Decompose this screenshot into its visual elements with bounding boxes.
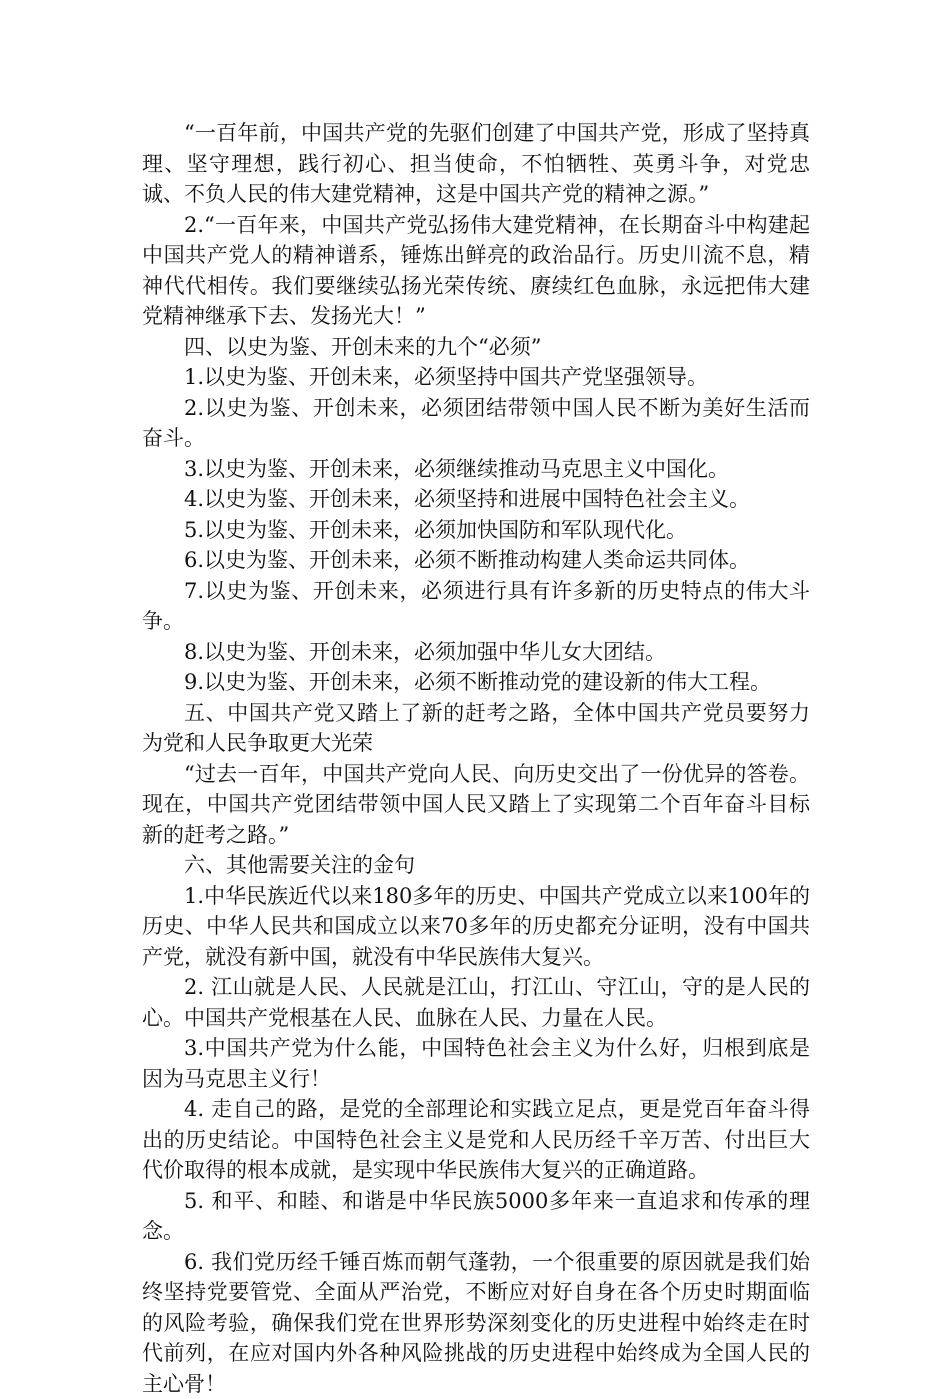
list-item: 7.以史为鉴、开创未来，必须进行具有许多新的历史特点的伟大斗争。 <box>142 576 810 637</box>
list-item: 5.以史为鉴、开创未来，必须加快国防和军队现代化。 <box>142 515 810 546</box>
list-item: 6.以史为鉴、开创未来，必须不断推动构建人类命运共同体。 <box>142 545 810 576</box>
quote-paragraph: “一百年前，中国共产党的先驱们创建了中国共产党，形成了坚持真理、坚守理想，践行初心、担当使命，不怕牺牲、英勇斗争，对党忠诚、不负人民的伟大建党精神，这是中国共产党的精神之源。” <box>142 118 810 210</box>
list-item: 9.以史为鉴、开创未来，必须不断推动党的建设新的伟大工程。 <box>142 667 810 698</box>
list-item: 3.以史为鉴、开创未来，必须继续推动马克思主义中国化。 <box>142 454 810 485</box>
section-heading: 五、中国共产党又踏上了新的赶考之路，全体中国共产党员要努力为党和人民争取更大光荣 <box>142 698 810 759</box>
list-item: 6. 我们党历经千锤百炼而朝气蓬勃，一个很重要的原因就是我们始终坚持党要管党、全面从严治党，不断应对好自身在各个历史时期面临的风险考验，确保我们党在世界形势深刻变化的历史进程中始终走在时代前列，在应对国内外各种风险挑战的历史进程中始终成为全国人民的主心骨！ <box>142 1247 810 1399</box>
list-item: 4.以史为鉴、开创未来，必须坚持和进展中国特色社会主义。 <box>142 484 810 515</box>
list-item: 2. 江山就是人民、人民就是江山，打江山、守江山，守的是人民的心。中国共产党根基在人民、血脉在人民、力量在人民。 <box>142 972 810 1033</box>
list-item: 1.中华民族近代以来180多年的历史、中国共产党成立以来100年的历史、中华人民共和国成立以来70多年的历史都充分证明，没有中国共产党，就没有新中国，就没有中华民族伟大复兴。 <box>142 881 810 973</box>
list-item: 2.以史为鉴、开创未来，必须团结带领中国人民不断为美好生活而奋斗。 <box>142 393 810 454</box>
quote-paragraph: 2.“一百年来，中国共产党弘扬伟大建党精神，在长期奋斗中构建起中国共产党人的精神谱系，锤炼出鲜亮的政治品行。历史川流不息，精神代代相传。我们要继续弘扬光荣传统、赓续红色血脉，永远把伟大建党精神继承下去、发扬光大！” <box>142 210 810 332</box>
list-item: 3.中国共产党为什么能，中国特色社会主义为什么好，归根到底是因为马克思主义行！ <box>142 1033 810 1094</box>
quote-paragraph: “过去一百年，中国共产党向人民、向历史交出了一份优异的答卷。现在，中国共产党团结带领中国人民又踏上了实现第二个百年奋斗目标新的赶考之路。” <box>142 759 810 851</box>
list-item: 4. 走自己的路，是党的全部理论和实践立足点，更是党百年奋斗得出的历史结论。中国特色社会主义是党和人民历经千辛万苦、付出巨大代价取得的根本成就，是实现中华民族伟大复兴的正确道路。 <box>142 1094 810 1186</box>
list-item: 1.以史为鉴、开创未来，必须坚持中国共产党坚强领导。 <box>142 362 810 393</box>
list-item: 8.以史为鉴、开创未来，必须加强中华儿女大团结。 <box>142 637 810 668</box>
document-body <box>142 118 810 1399</box>
section-heading: 四、以史为鉴、开创未来的九个“必须” <box>142 332 810 363</box>
section-heading: 六、其他需要关注的金句 <box>142 850 810 881</box>
list-item: 5. 和平、和睦、和谐是中华民族5000多年来一直追求和传承的理念。 <box>142 1186 810 1247</box>
